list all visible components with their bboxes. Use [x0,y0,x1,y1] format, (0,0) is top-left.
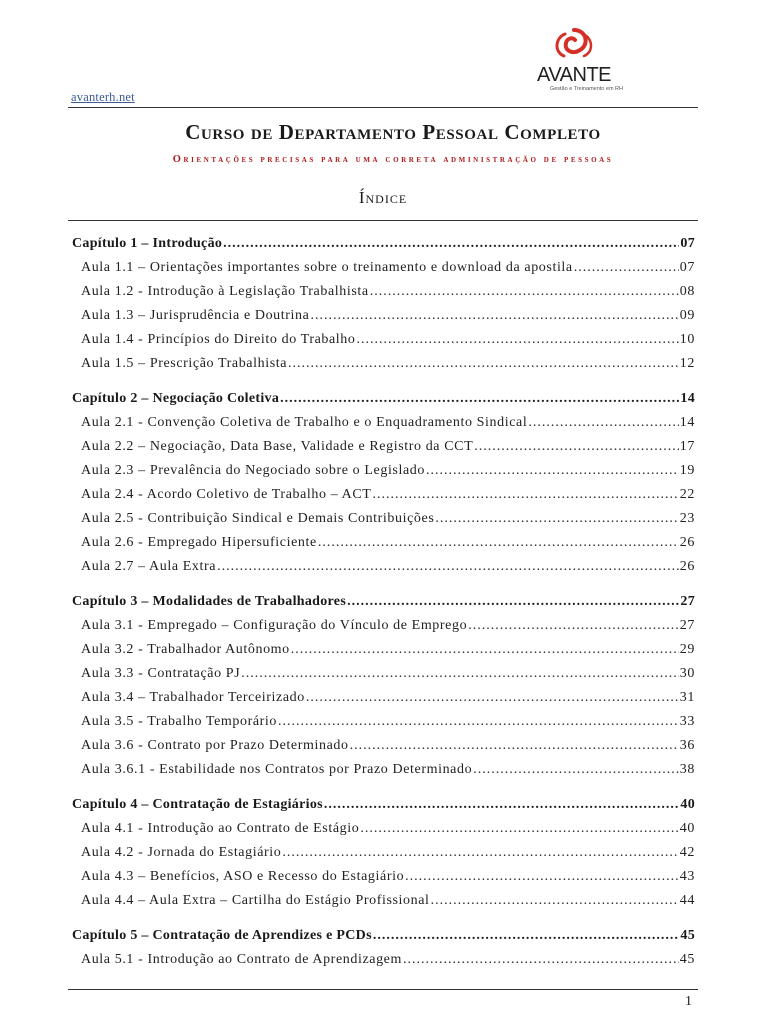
toc-lesson-page: 40 [679,821,695,836]
toc-leader-dots [347,590,679,614]
toc-lesson-entry[interactable] [72,555,695,579]
toc-lesson-entry[interactable] [72,865,695,889]
toc-lesson-entry[interactable] [72,638,695,662]
toc-lesson-page: 43 [679,869,695,884]
toc-chapter-page: 45 [680,928,695,943]
toc-lesson-entry[interactable] [72,817,695,841]
toc-leader-dots [360,817,678,841]
toc-lesson-page: 08 [679,284,695,299]
toc-chapter [72,232,695,376]
toc-lesson-page: 36 [679,738,695,753]
toc-chapter-title: Capítulo 2 – Negociação Coletiva [72,391,280,406]
toc-lesson-page: 42 [679,845,695,860]
toc-lesson-entry[interactable] [72,841,695,865]
toc-lesson-entry[interactable] [72,889,695,913]
toc-lesson-page: 09 [679,308,695,323]
toc-leader-dots [310,304,678,328]
toc-lesson-title: Aula 2.3 – Prevalência do Negociado sobre o Legislado [81,463,425,478]
toc-lesson-entry[interactable] [72,256,695,280]
toc-leader-dots [373,924,680,948]
toc-lesson-page: 23 [679,511,695,526]
toc-chapter-title: Capítulo 3 – Modalidades de Trabalhadores [72,594,347,609]
toc-chapter [72,590,695,782]
toc-leader-dots [574,256,679,280]
toc-lesson-title: Aula 1.3 – Jurisprudência e Doutrina [81,308,310,323]
toc-lesson-entry[interactable] [72,662,695,686]
toc-lesson-page: 38 [679,762,695,777]
site-link[interactable]: avanterh.net [71,90,135,104]
page-number: 1 [685,994,692,1009]
course-title: Curso de Departamento Pessoal Completo [185,120,601,144]
toc-chapter-entry[interactable] [72,387,695,411]
toc-chapter-page: 14 [680,391,695,406]
index-divider [68,220,698,221]
logo-tagline: Gestão e Treinamento em RH [549,86,623,92]
toc-chapter-entry[interactable] [72,232,695,256]
toc-lesson-entry[interactable] [72,435,695,459]
toc-lesson-page: 26 [679,559,695,574]
toc-lesson-entry[interactable] [72,710,695,734]
toc-lesson-page: 30 [679,666,695,681]
toc-chapter-page: 07 [680,236,695,251]
toc-lesson-entry[interactable] [72,948,695,972]
toc-leader-dots [282,841,678,865]
toc-lesson-title: Aula 3.5 - Trabalho Temporário [81,714,278,729]
toc-lesson-title: Aula 4.3 – Benefícios, ASO e Recesso do Estagiário [81,869,405,884]
toc-lesson-entry[interactable] [72,758,695,782]
header-divider [68,107,698,108]
toc-lesson-title: Aula 4.1 - Introdução ao Contrato de Estágio [81,821,360,836]
toc-lesson-entry[interactable] [72,280,695,304]
avante-logo [524,26,624,100]
toc-leader-dots [426,459,679,483]
toc-lesson-title: Aula 3.1 - Empregado – Configuração do Vínculo de Emprego [81,618,468,633]
toc-lesson-title: Aula 2.4 - Acordo Coletivo de Trabalho – ACT [81,487,372,502]
toc-leader-dots [280,387,679,411]
logo-wordmark: AVANTE [536,64,612,86]
toc-chapter [72,793,695,913]
toc-chapter [72,924,695,972]
toc-lesson-page: 45 [679,952,695,967]
toc-lesson-page: 07 [679,260,695,275]
toc-lesson-title: Aula 3.3 - Contratação PJ [81,666,241,681]
toc-leader-dots [435,507,678,531]
toc-leader-dots [278,710,679,734]
toc-lesson-title: Aula 3.2 - Trabalhador Autônomo [81,642,290,657]
toc-lesson-title: Aula 1.5 – Prescrição Trabalhista [81,356,288,371]
toc-lesson-page: 31 [679,690,695,705]
toc-lesson-title: Aula 1.1 – Orientações importantes sobre o treinamento e download da apostila [81,260,573,275]
index-heading: Índice [358,188,408,207]
toc-lesson-page: 33 [679,714,695,729]
toc-leader-dots [288,352,679,376]
toc-lesson-title: Aula 3.6.1 - Estabilidade nos Contratos por Prazo Determinado [81,762,473,777]
course-subtitle: Orientações precisas para uma correta administração de pessoas [172,154,614,165]
toc-leader-dots [468,614,679,638]
toc-lesson-entry[interactable] [72,328,695,352]
toc-leader-dots [306,686,679,710]
toc-leader-dots [431,889,679,913]
toc-lesson-page: 14 [679,415,695,430]
footer-divider [68,989,698,990]
toc-chapter-page: 27 [680,594,695,609]
toc-lesson-title: Aula 1.4 - Princípios do Direito do Trabalho [81,332,356,347]
swirl-logo-icon [524,26,624,66]
toc-lesson-title: Aula 3.4 – Trabalhador Terceirizado [81,690,305,705]
toc-chapter-title: Capítulo 5 – Contratação de Aprendizes e PCDs [72,928,372,943]
toc-lesson-title: Aula 4.2 - Jornada do Estagiário [81,845,282,860]
toc-lesson-title: Aula 5.1 - Introdução ao Contrato de Aprendizagem [81,952,402,967]
toc-chapter-page: 40 [680,797,695,812]
table-of-contents [72,232,695,983]
toc-leader-dots [372,483,678,507]
toc-lesson-page: 19 [679,463,695,478]
toc-lesson-entry[interactable] [72,686,695,710]
toc-lesson-title: Aula 2.5 - Contribuição Sindical e Demais Contribuições [81,511,435,526]
toc-chapter-entry[interactable] [72,924,695,948]
toc-leader-dots [528,411,678,435]
toc-chapter-entry[interactable] [72,590,695,614]
toc-leader-dots [370,280,679,304]
toc-lesson-title: Aula 2.1 - Convenção Coletiva de Trabalho e o Enquadramento Sindical [81,415,528,430]
toc-lesson-entry[interactable] [72,483,695,507]
toc-lesson-title: Aula 4.4 – Aula Extra – Cartilha do Estágio Profissional [81,893,430,908]
toc-lesson-page: 29 [679,642,695,657]
toc-chapter-entry[interactable] [72,793,695,817]
toc-lesson-page: 12 [679,356,695,371]
toc-lesson-title: Aula 2.7 – Aula Extra [81,559,217,574]
toc-leader-dots [241,662,679,686]
toc-lesson-page: 10 [679,332,695,347]
toc-lesson-entry[interactable] [72,304,695,328]
toc-chapter-title: Capítulo 4 – Contratação de Estagiários [72,797,323,812]
toc-leader-dots [223,232,679,256]
toc-lesson-page: 22 [679,487,695,502]
toc-lesson-entry[interactable] [72,614,695,638]
toc-lesson-entry[interactable] [72,411,695,435]
toc-leader-dots [403,948,679,972]
toc-leader-dots [324,793,680,817]
toc-lesson-page: 26 [679,535,695,550]
toc-leader-dots [291,638,679,662]
toc-chapter-title: Capítulo 1 – Introdução [72,236,223,251]
toc-leader-dots [405,865,679,889]
toc-lesson-entry[interactable] [72,459,695,483]
toc-leader-dots [350,734,679,758]
toc-lesson-entry[interactable] [72,507,695,531]
toc-leader-dots [318,531,679,555]
toc-lesson-title: Aula 2.6 - Empregado Hipersuficiente [81,535,317,550]
toc-leader-dots [217,555,679,579]
toc-lesson-title: Aula 3.6 - Contrato por Prazo Determinado [81,738,349,753]
toc-lesson-entry[interactable] [72,352,695,376]
toc-lesson-title: Aula 1.2 - Introdução à Legislação Trabalhista [81,284,369,299]
toc-leader-dots [474,435,679,459]
toc-lesson-entry[interactable] [72,531,695,555]
toc-lesson-page: 27 [679,618,695,633]
toc-leader-dots [357,328,679,352]
toc-lesson-page: 17 [679,439,695,454]
toc-chapter [72,387,695,579]
toc-lesson-title: Aula 2.2 – Negociação, Data Base, Validade e Registro da CCT [81,439,474,454]
toc-lesson-entry[interactable] [72,734,695,758]
toc-leader-dots [473,758,679,782]
toc-lesson-page: 44 [679,893,695,908]
